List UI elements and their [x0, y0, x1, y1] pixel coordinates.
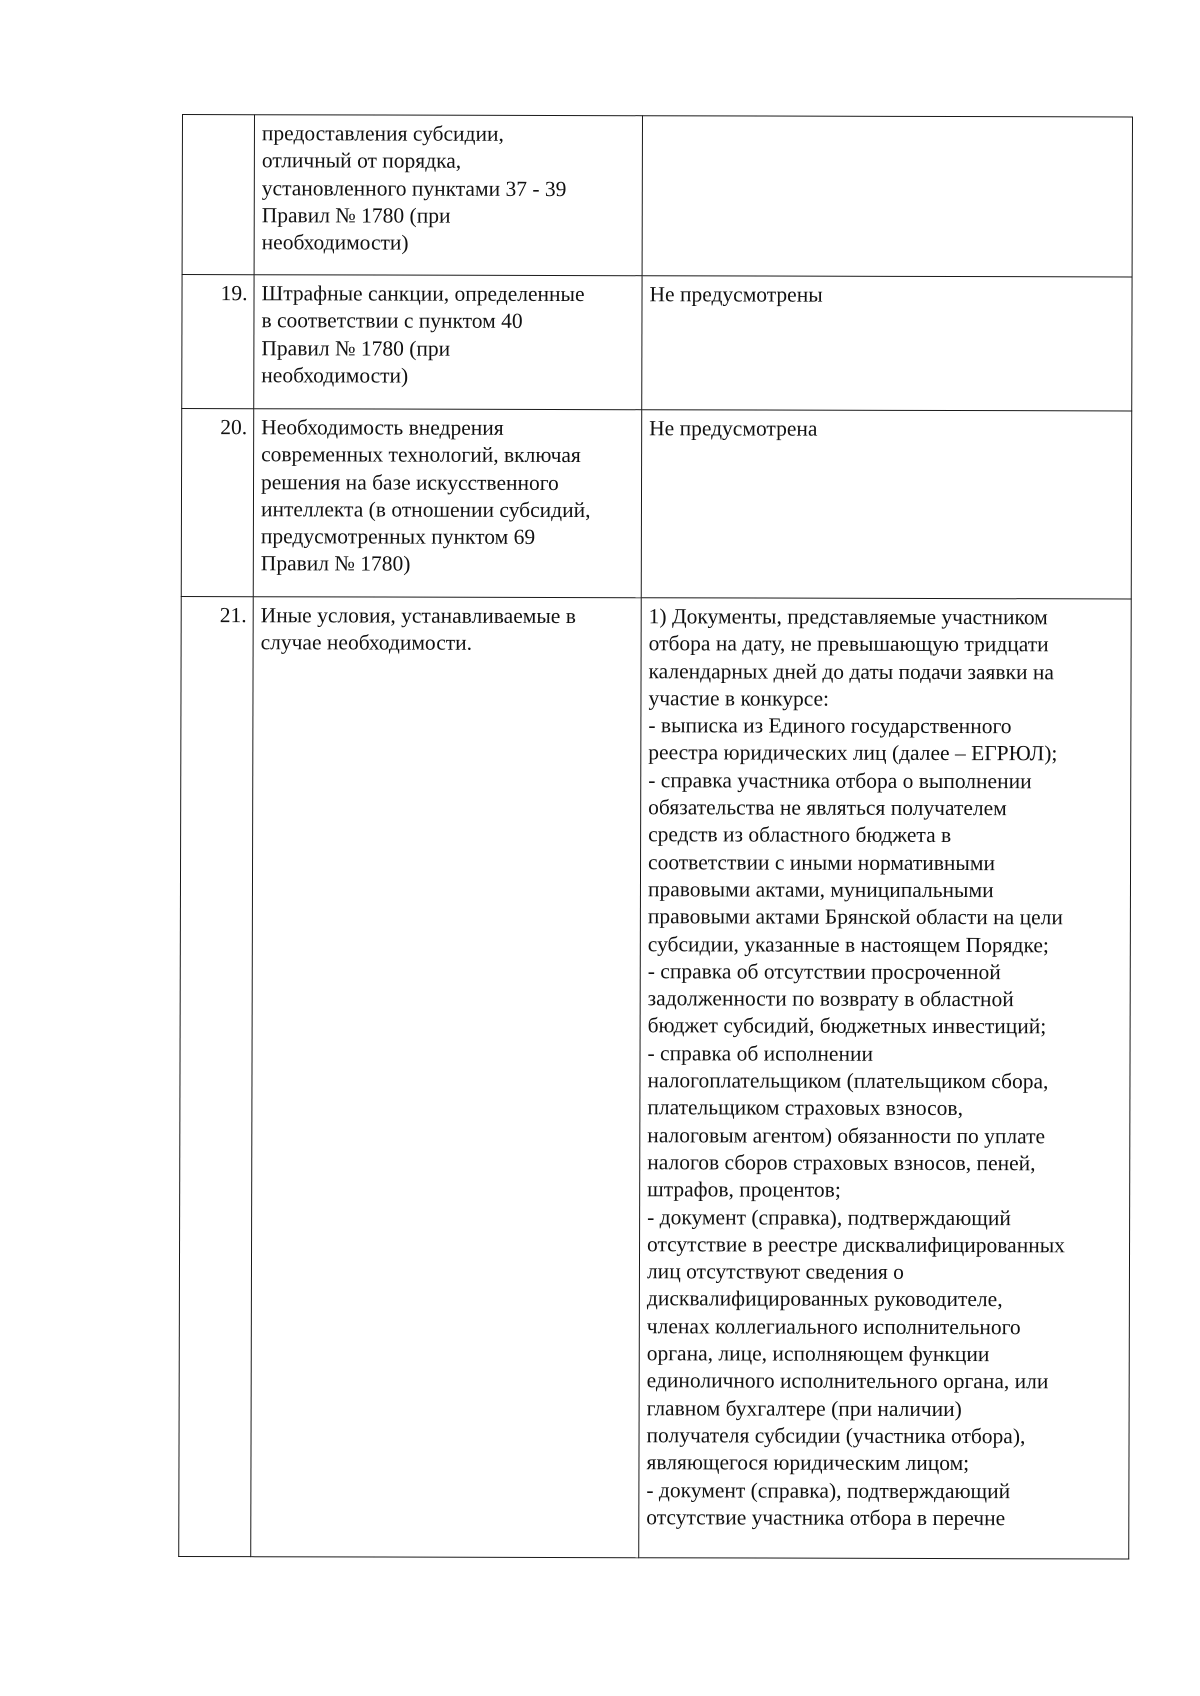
- text-line: - справка об исполнении: [647, 1040, 874, 1066]
- text-line: отсутствие в реестре дисквалифицированных: [647, 1232, 1065, 1258]
- text-line: членах коллегиального исполнительного: [646, 1313, 1021, 1339]
- text-line: интеллекта (в отношении субсидий,: [260, 497, 591, 522]
- text-line: правовыми актами, муниципальными: [647, 877, 994, 903]
- text-line: отличный от порядка,: [261, 148, 462, 174]
- table-row: [181, 409, 1131, 599]
- text-line: необходимости): [261, 363, 409, 388]
- value-cell: [639, 598, 1132, 1559]
- text-line: налоговым агентом) обязанности по уплате: [647, 1122, 1046, 1148]
- text-line: налогоплательщиком (плательщиком сбора,: [647, 1068, 1049, 1094]
- table-row: [182, 275, 1132, 411]
- text-line: - документ (справка), подтверждающий: [646, 1477, 1011, 1503]
- parameter-cell: [251, 597, 642, 1558]
- text-line: участие в конкурсе:: [648, 686, 830, 711]
- text-line: в соответствии с пунктом 40: [261, 308, 523, 334]
- row-number: 21.: [179, 596, 254, 1556]
- text-line: случае необходимости.: [260, 630, 473, 656]
- text-line: отбора на дату, не превышающую тридцати: [648, 631, 1049, 657]
- row-number: 20.: [181, 409, 253, 597]
- text-line: - справка об отсутствии просроченной: [647, 959, 1001, 985]
- text-line: Правил № 1780 (при: [261, 335, 451, 361]
- text-line: единоличного исполнительного органа, или: [646, 1368, 1049, 1394]
- text-line: Правил № 1780 (при: [261, 203, 451, 228]
- text-line: Иные условия, устанавливаемые в: [260, 603, 576, 629]
- text-line: налогов сборов страховых взносов, пеней,: [647, 1150, 1036, 1176]
- text-line: предусмотренных пунктом 69: [260, 524, 536, 550]
- text-line: Штрафные санкции, определенные: [261, 281, 585, 307]
- text-line: субсидии, указанные в настоящем Порядке;: [647, 931, 1049, 957]
- text-line: 1) Документы, представляемые участником: [648, 604, 1048, 630]
- text-line: Не предусмотрены: [649, 282, 823, 307]
- text-line: дисквалифицированных руководителе,: [646, 1286, 1003, 1312]
- parameter-cell: [254, 275, 642, 410]
- text-line: решения на базе искусственного: [261, 469, 559, 495]
- text-line: правовыми актами Брянской области на цели: [647, 904, 1063, 930]
- text-line: современных технологий, включая: [261, 442, 581, 468]
- text-line: реестра юридических лиц (далее – ЕГРЮЛ);: [648, 740, 1058, 766]
- parameter-cell: [254, 115, 642, 276]
- value-cell: [642, 116, 1132, 277]
- row-number: [182, 115, 254, 275]
- text-line: предоставления субсидии,: [261, 121, 504, 146]
- parameter-cell: [253, 409, 641, 598]
- text-line: плательщиком страховых взносов,: [647, 1095, 964, 1121]
- text-line: установленного пунктами 37 - 39: [261, 175, 567, 201]
- text-line: соответствии с иными нормативными: [648, 849, 996, 875]
- table-row: [179, 596, 1132, 1558]
- text-line: обязательства не являться получателем: [648, 795, 1007, 821]
- text-line: отсутствие участника отбора в перечне: [646, 1505, 1006, 1530]
- text-line: - справка участника отбора о выполнении: [648, 768, 1032, 794]
- value-cell: [641, 410, 1131, 599]
- text-line: Не предусмотрена: [649, 416, 818, 441]
- row-number: 19.: [182, 275, 254, 409]
- text-line: Правил № 1780): [260, 551, 411, 577]
- text-line: бюджет субсидий, бюджетных инвестиций;: [647, 1013, 1047, 1039]
- text-line: штрафов, процентов;: [647, 1177, 841, 1202]
- text-line: - документ (справка), подтверждающий: [647, 1204, 1011, 1230]
- text-line: главном бухгалтере (при наличии): [646, 1395, 962, 1421]
- conditions-table: [178, 114, 1133, 1559]
- text-line: являющегося юридическим лицом;: [646, 1450, 970, 1476]
- value-cell: [642, 276, 1132, 411]
- table-row: [182, 115, 1132, 277]
- text-line: календарных дней до даты подачи заявки на: [648, 658, 1054, 684]
- text-line: лиц отсутствуют сведения о: [646, 1259, 904, 1285]
- text-line: средств из областного бюджета в: [648, 822, 952, 848]
- text-line: получателя субсидии (участника отбора),: [646, 1423, 1026, 1449]
- text-line: органа, лице, исполняющем функции: [646, 1341, 990, 1367]
- text-line: - выписка из Единого государственного: [648, 713, 1012, 739]
- text-line: необходимости): [261, 230, 409, 255]
- text-line: задолженности по возврату в областной: [647, 986, 1014, 1012]
- text-line: Необходимость внедрения: [261, 415, 504, 440]
